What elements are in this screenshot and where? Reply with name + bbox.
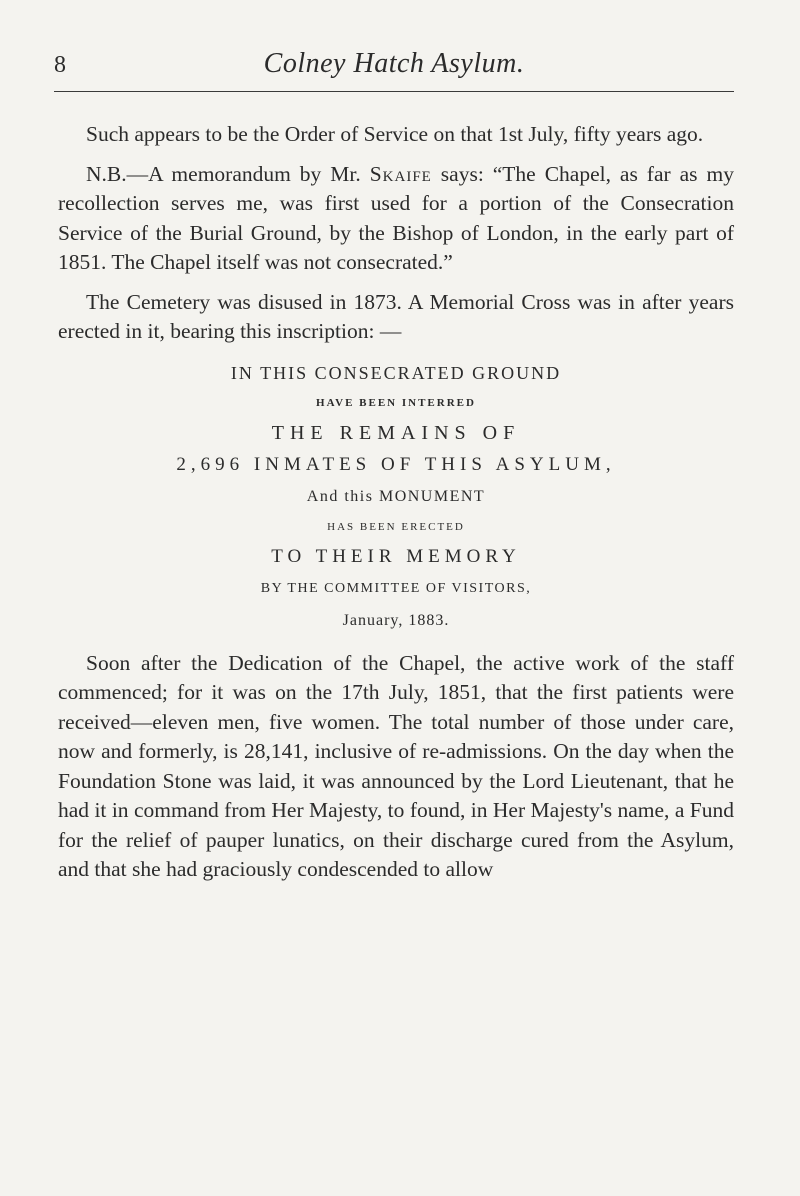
inscription-line: TO THEIR MEMORY: [271, 545, 521, 567]
paragraph-order-of-service: Such appears to be the Order of Service on that 1st July, fifty years ago.: [86, 122, 704, 146]
inscription-line: HAVE BEEN INTERRED: [316, 396, 476, 409]
inscription-line: IN THIS CONSECRATED GROUND: [230, 362, 562, 383]
page-number: 8: [54, 52, 66, 78]
paragraph-cemetery: The Cemetery was disused in 1873. A Memorial Cross was in after years erected in it, bearing this inscription: —: [58, 289, 734, 343]
inscription-line: 2,696 INMATES OF THIS ASYLUM,: [176, 453, 616, 475]
memorandum-author: Skaife: [369, 161, 432, 186]
inscription-line: HAS BEEN ERECTED: [327, 520, 465, 533]
inscription-line: And this MONUMENT: [306, 487, 486, 505]
inscription-date: January, 1883.: [342, 611, 450, 629]
running-title: Colney Hatch Asylum.: [263, 48, 525, 79]
paragraph-first-patients: Soon after the Dedication of the Chapel, the active work of the staff commenced; for it was on the 17th July, 1851, that the first patients were received—eleven men, five women. The total number of those under care, now and formerly, is 28,141, inclusive of re-admissions. On the day when the Foundation Stone was laid, it was announced by the Lord Lieutenant, that he had it in command from Her Majesty, to found, in Her Majesty's name, a Fund for the relief of pauper lunatics, on their discharge cured from the Asylum, and that she had graciously condescended to allow: [58, 650, 734, 881]
memorandum-quote: says: “The Chapel, as far as my recollection serves me, was first used for a portion of the Consecration Service of the Burial Ground, by the Bishop of London, in the early part of 1851. The Chapel itself was not consecrated.”: [58, 161, 734, 274]
inscription-line: BY THE COMMITTEE OF VISITORS,: [260, 580, 532, 596]
memorial-inscription: [58, 357, 734, 637]
paragraph-memorandum: [58, 160, 734, 278]
memorandum-lead: N.B.—A memorandum by Mr.: [86, 161, 370, 186]
page-header: [54, 48, 734, 88]
inscription-line: THE REMAINS OF: [271, 421, 521, 444]
header-rule: [54, 91, 734, 92]
body-text: [58, 120, 734, 885]
